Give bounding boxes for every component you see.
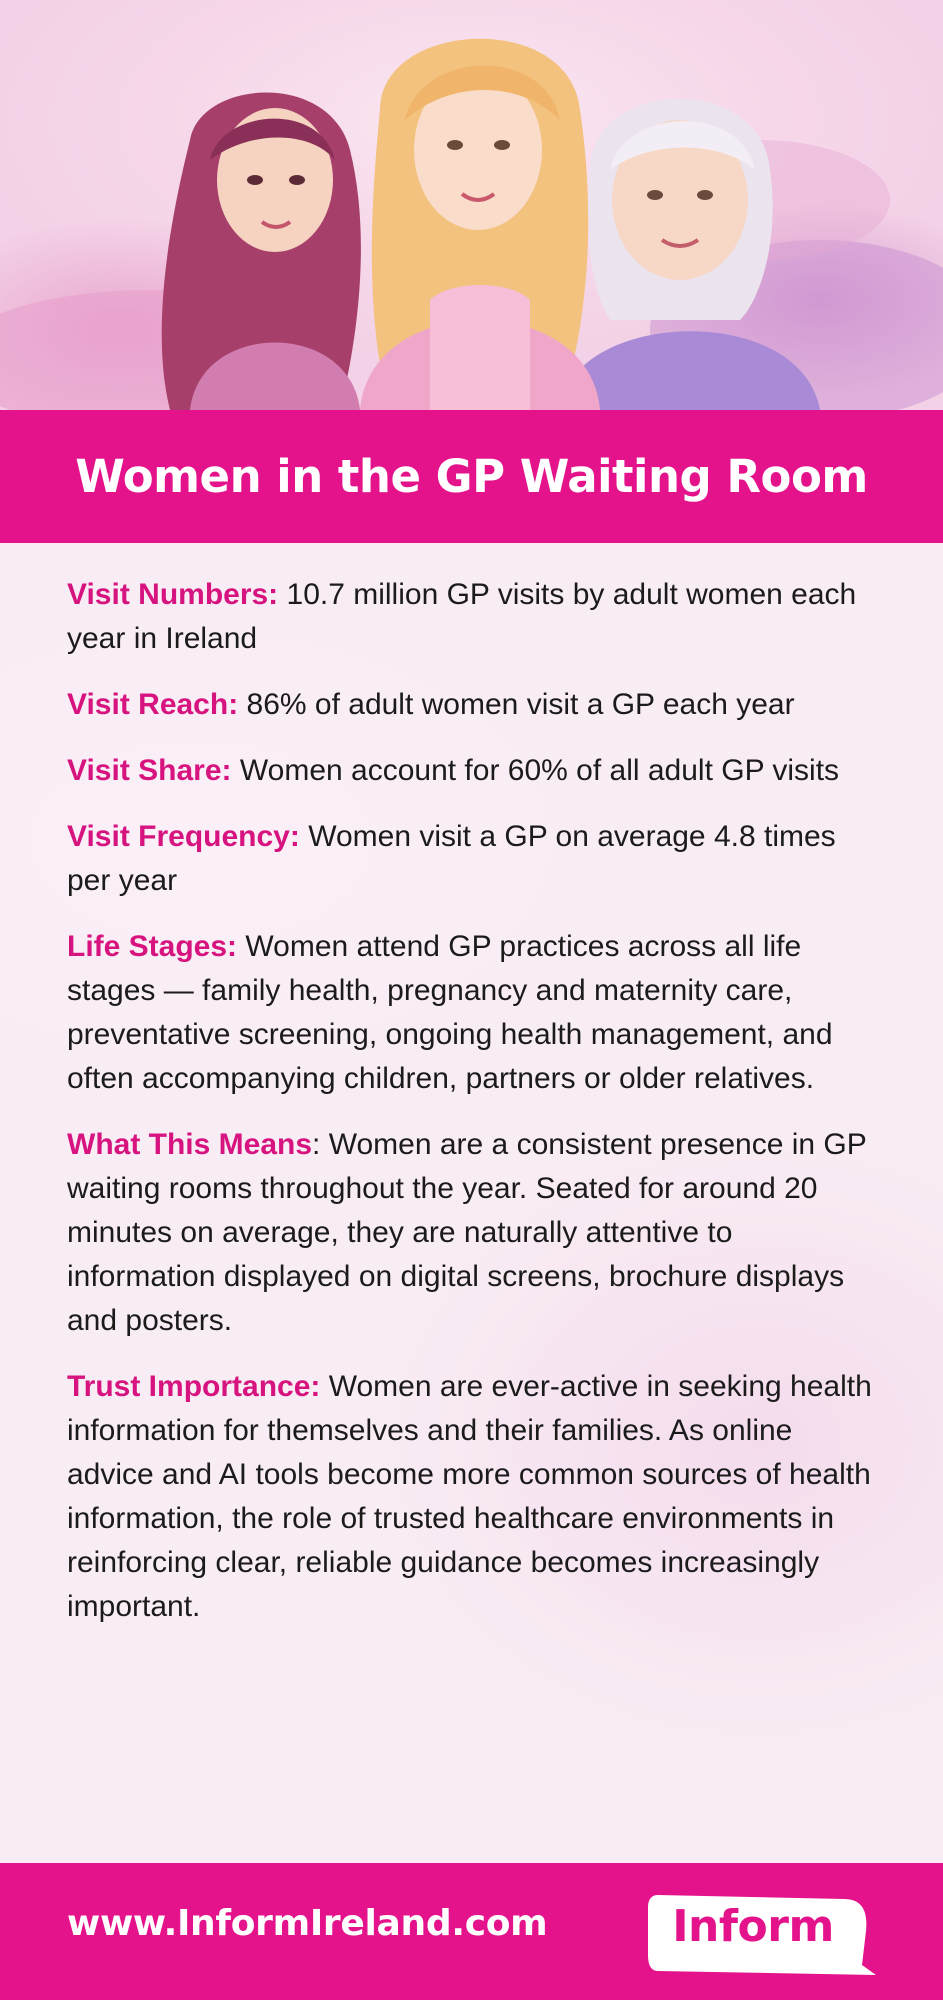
fact-text: : Women are a consistent presence in GP waiting rooms throughout the year. Seated for around 20 minutes on average, they are naturally attentive to information displayed on digital screens, brochure displays and posters. [67, 1128, 867, 1337]
inform-logo [648, 1891, 876, 1977]
fact-text: Women account for 60% of all adult GP visits [231, 754, 840, 787]
woman-left [162, 93, 361, 411]
fact-label: Life Stages: [67, 930, 238, 963]
page-title: Women in the GP Waiting Room [75, 450, 868, 503]
fact-visit-numbers [67, 573, 887, 661]
fact-visit-frequency [67, 815, 887, 903]
fact-label: Visit Reach: [67, 688, 239, 721]
three-women-illustration [0, 0, 943, 410]
fact-what-this-means [67, 1123, 887, 1343]
fact-text: 86% of adult women visit a GP each year [238, 688, 795, 721]
fact-text: Women attend GP practices across all life stages — family health, pregnancy and maternity care, preventative screening, ongoing health management, and often accompanying children, partners or older relatives. [67, 930, 833, 1095]
fact-text: Women are ever-active in seeking health information for themselves and their families. As online advice and AI tools become more common sources of health information, the role of trusted healthcare environments in reinforcing clear, reliable guidance becomes increasingly important. [67, 1370, 872, 1623]
fact-visit-reach [67, 683, 887, 727]
content-area [0, 543, 943, 1863]
fact-trust-importance [67, 1365, 887, 1629]
woman-centre [360, 39, 600, 410]
footer [0, 1863, 943, 2000]
title-band [0, 410, 943, 543]
facts-list [67, 573, 887, 1651]
fact-life-stages [67, 925, 887, 1101]
fact-label: Visit Frequency: [67, 820, 300, 853]
fact-text: 10.7 million GP visits by adult women each year in Ireland [67, 578, 857, 655]
website-link[interactable]: www.InformIreland.com [67, 1903, 548, 1944]
hero-illustration [0, 0, 943, 410]
logo-text: Inform [672, 1901, 834, 1952]
fact-visit-share [67, 749, 887, 793]
fact-label: Visit Share: [67, 754, 232, 787]
fact-label: Trust Importance: [67, 1370, 321, 1403]
fact-text: Women visit a GP on average 4.8 times per year [67, 820, 836, 897]
fact-label: What This Means [67, 1128, 313, 1161]
fact-label: Visit Numbers: [67, 578, 279, 611]
